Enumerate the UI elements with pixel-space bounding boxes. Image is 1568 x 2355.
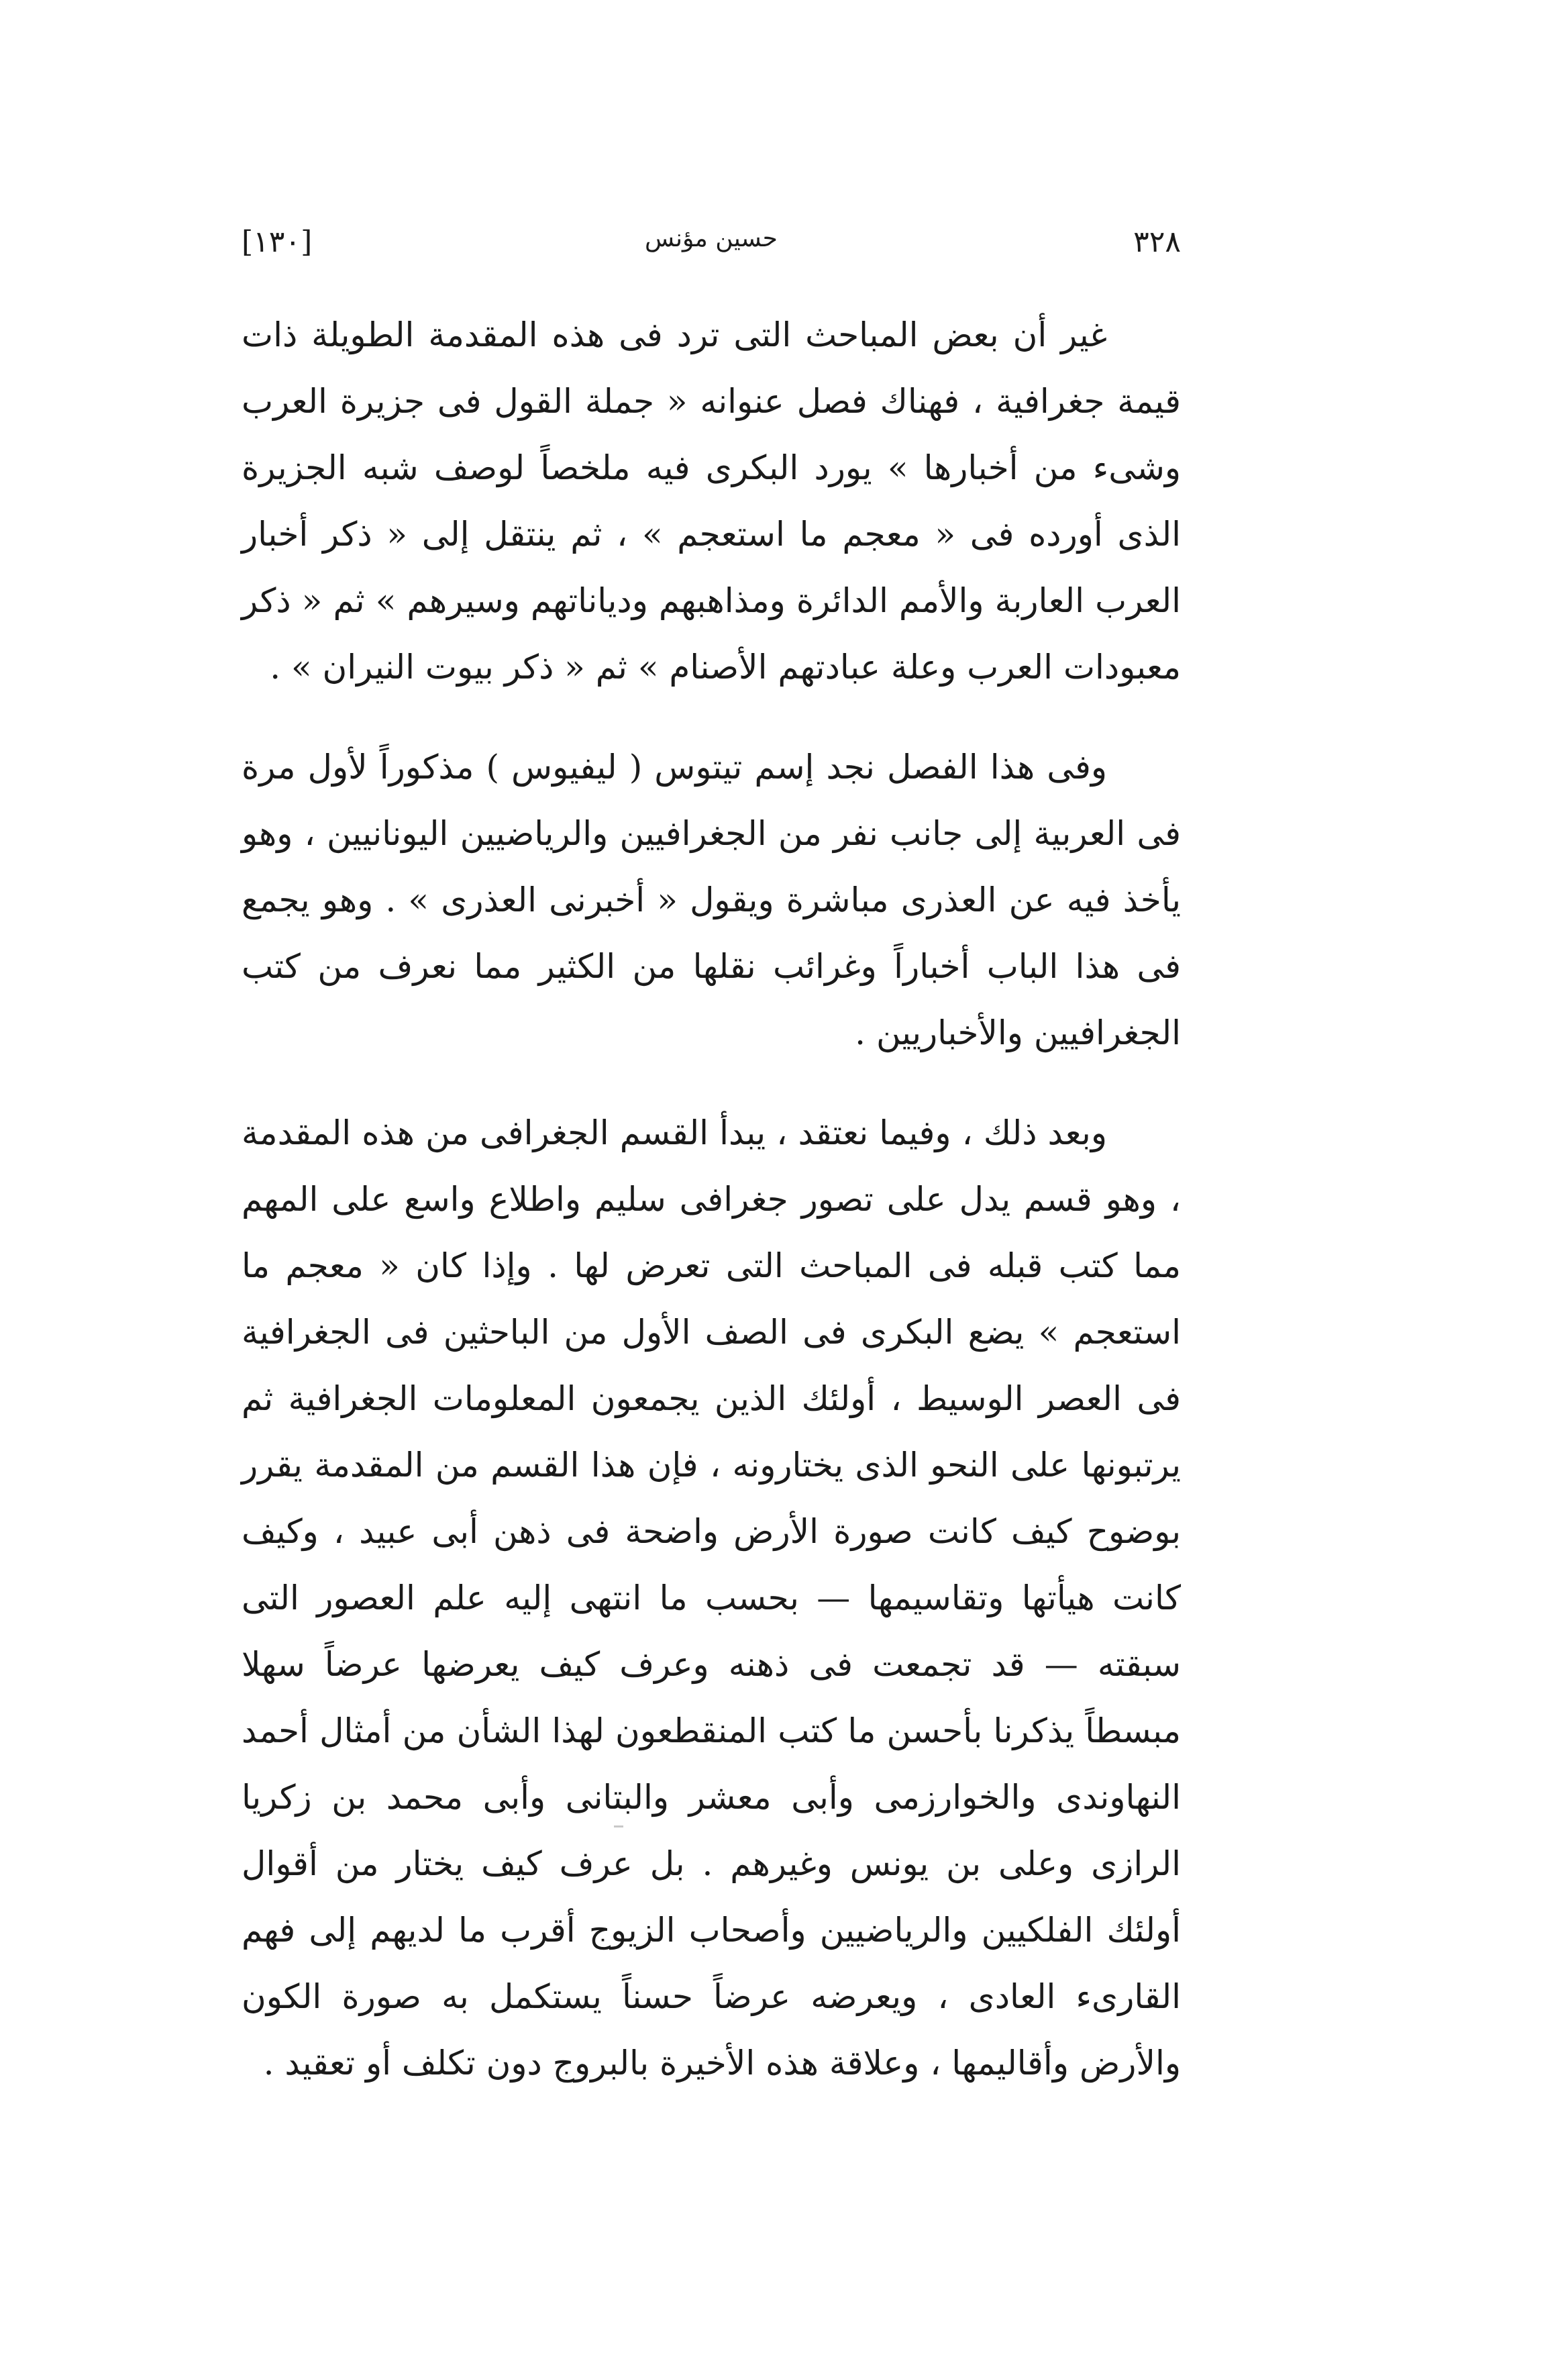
paragraph-3: وبعد ذلك ، وفيما نعتقد ، يبدأ القسم الجغرافى من هذه المقدمة ، وهو قسم يدل على تصور جغرافى سليم واطلاع واسع على المهم مما كتب قبله فى المباحث التى تعرض لها . وإذا كان « معجم ما استعجم » يضع البكرى فى الصف الأول من الباحثين فى الجغرافية فى العصر الوسيط ، أولئك الذين يجمعون المعلومات الجغرافية ثم يرتبونها على النحو الذى يختارونه ، فإن هذا القسم من المقدمة يقرر بوضوح كيف كانت صورة الأرض واضحة فى ذهن أبى عبيد ، وكيف كانت هيأتها وتقاسيمها — بحسب ما انتهى إليه علم العصور التى سبقته — قد تجمعت فى ذهنه وعرف كيف يعرضها عرضاً سهلا مبسطاً يذكرنا بأحسن ما كتب المنقطعون لهذا الشأن من أمثال أحمد النهاوندى والخوارزمى وأبى معشر والبتانى وأبى محمد بن زكريا الرازى وعلى بن يونس وغيرهم . بل عرف كيف يختار من أقوال أولئك الفلكيين والرياضيين وأصحاب الزيوج أقرب ما لديهم إلى فهم القارىء العادى ، ويعرضه عرضاً حسناً يستكمل به صورة الكون والأرض وأقاليمها ، وعلاقة هذه الأخيرة بالبروج دون تكلف أو تعقيد . — [242, 1113, 1182, 2083]
original-page-reference: [١٣٠] — [242, 225, 313, 259]
paragraph-1: غير أن بعض المباحث التى ترد فى هذه المقدمة الطويلة ذات قيمة جغرافية ، فهناك فصل عنوانه « جملة القول فى جزيرة العرب وشىء من أخبارها » يورد البكرى فيه ملخصاً لوصف شبه الجزيرة الذى أورده فى « معجم ما استعجم » ، ثم ينتقل إلى « ذكر أخبار العرب العاربة والأمم الدائرة ومذاهبهم ودياناتهم وسيرهم » ثم « ذكر معبودات العرب وعلة عبادتهم الأصنام » ثم « ذكر بيوت النيران » . — [242, 315, 1181, 687]
running-head — [242, 225, 1181, 272]
scan-speck — [614, 1825, 623, 1827]
author-name: حسين مؤنس — [645, 225, 778, 252]
paragraph-2: وفى هذا الفصل نجد إسم تيتوس ( ليفيوس ) مذكوراً لأول مرة فى العربية إلى جانب نفر من الجغرافيين والرياضيين اليونانيين ، وهو يأخذ فيه عن العذرى مباشرة ويقول « أخبرنى العذرى » . وهو يجمع فى هذا الباب أخباراً وغرائب نقلها من الكثير مما نعرف من كتب الجغرافيين والأخباريين . — [242, 748, 1181, 1052]
page-number: ٣٢٨ — [1133, 225, 1181, 259]
body-text — [242, 302, 1181, 2097]
